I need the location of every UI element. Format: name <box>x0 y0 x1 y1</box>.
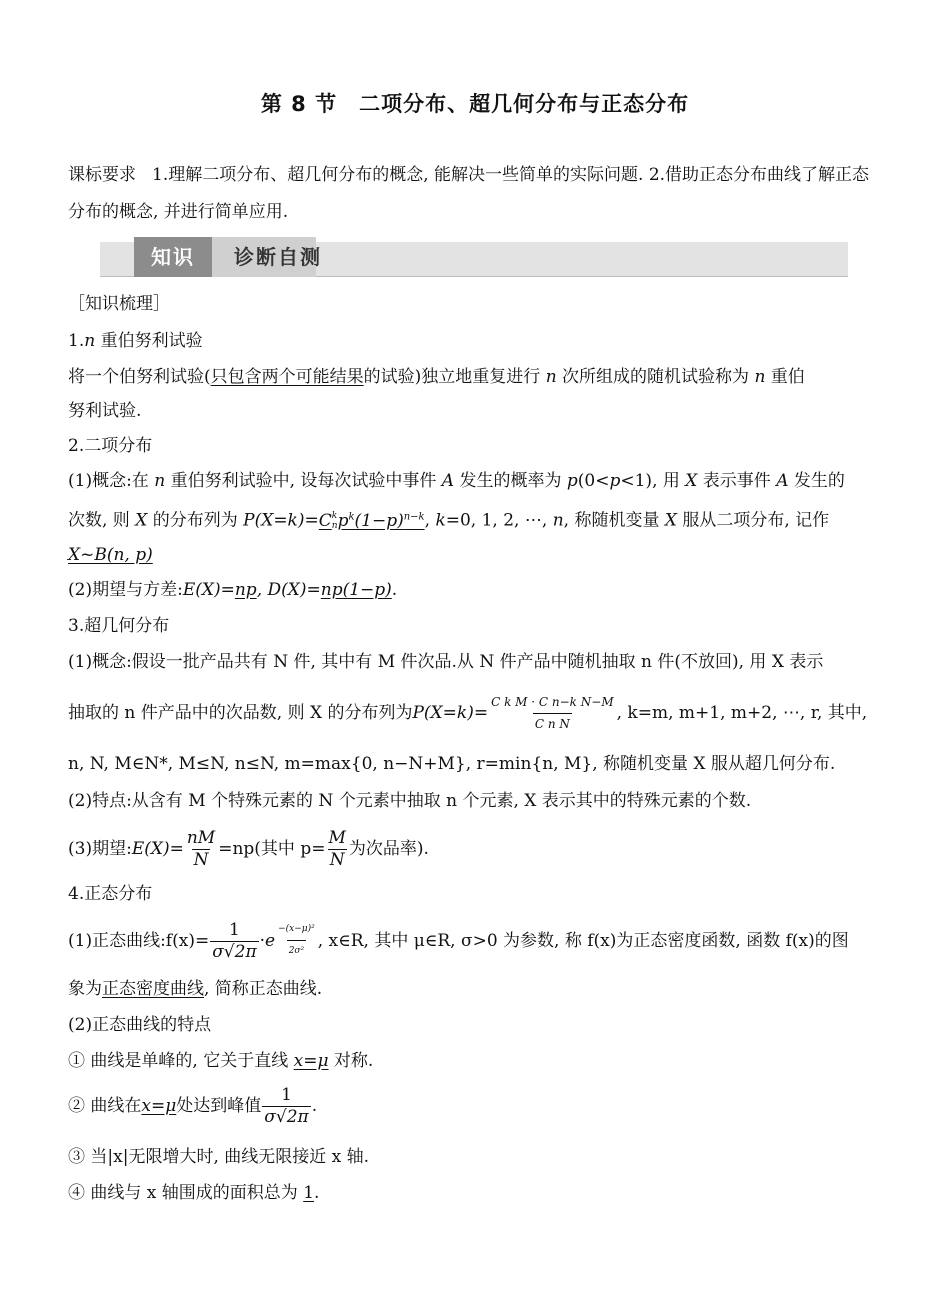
text-run: 抽取的 n 件产品中的次品数, 则 X 的分布列为 <box>68 703 413 723</box>
frac-den: N <box>329 849 345 870</box>
frac-M-over-N <box>326 829 347 870</box>
text-run: , k=m, m+1, m+2, ⋯, r, 其中, <box>616 703 868 723</box>
heading-1-number: 1. <box>68 331 85 351</box>
binom-p: p <box>337 510 349 531</box>
frac-num: 1 <box>229 919 240 940</box>
var-n: n <box>754 367 766 387</box>
curriculum-requirement <box>68 157 882 231</box>
normal-coefficient <box>210 921 258 962</box>
s4-feature-2 <box>68 1083 317 1129</box>
exponent <box>276 920 317 961</box>
binomial-notation: X~B(n, p) <box>68 545 153 565</box>
binom-formula <box>319 511 425 531</box>
requirement-text: 1.理解二项分布、超几何分布的概念, 能解决一些简单的实际问题. 2.借助正态分布曲线了解正态分布的概念, 并进行简单应用. <box>68 165 870 222</box>
text-run: 为次品率). <box>348 839 429 859</box>
s1-line2: 努利试验. <box>68 401 142 421</box>
frac-num: nM <box>186 827 216 848</box>
answer-variance: np(1−p) <box>320 580 392 600</box>
text-run: (1)概念:在 <box>68 471 155 491</box>
var-n: n <box>545 367 557 387</box>
title-text: 二项分布、超几何分布与正态分布 <box>359 92 690 116</box>
text-run: 服从二项分布, 记作 <box>676 510 830 531</box>
hyper-fraction <box>489 693 616 734</box>
text-run: . <box>314 1183 320 1203</box>
period: . <box>311 1096 318 1116</box>
banner-title: 诊断自测 <box>234 245 322 269</box>
binom-indices <box>332 511 338 531</box>
hyper-lhs: P(X=k)= <box>412 703 489 723</box>
binom-pk: k <box>348 511 355 522</box>
text-run: (0< <box>577 471 610 491</box>
s3-line3: n, N, M∈N*, M≤N, n≤N, m=max{0, n−N+M}, r=min{n, M}, 称随机变量 X 服从超几何分布. <box>68 754 836 774</box>
text-run: , 称随机变量 <box>563 510 665 531</box>
frac-num: 1 <box>281 1084 292 1105</box>
s2-line1 <box>68 469 845 493</box>
text-run: =0, 1, 2, ⋯, <box>445 510 553 531</box>
s4-feature-4 <box>68 1181 319 1205</box>
frac-nM-over-N <box>185 829 217 870</box>
frac-num: M <box>328 827 346 848</box>
var-A: A <box>441 471 455 491</box>
text-run: (1)正态曲线:f(x)= <box>68 931 210 951</box>
var-X: X <box>135 510 148 531</box>
underlined-answer: x=μ <box>293 1051 329 1071</box>
var-X: X <box>685 471 698 491</box>
var-p: p <box>609 471 621 491</box>
var-n: n <box>154 471 166 491</box>
text-run: <1), 用 <box>620 471 686 491</box>
knowledge-header: ［知识梳理］ <box>68 294 170 314</box>
text-run: , D(X)= <box>256 580 321 600</box>
var-A: A <box>776 471 789 491</box>
var-k: k <box>435 510 446 531</box>
s1-line1 <box>68 365 805 389</box>
text-run: , 简称正态曲线. <box>204 979 323 999</box>
text-run: 发生的 <box>788 471 845 491</box>
text-run: 的试验)独立地重复进行 <box>363 367 546 387</box>
heading-3: 3.超几何分布 <box>68 616 170 636</box>
text-run: E(X)= <box>131 839 184 859</box>
banner-tag: 知识 <box>134 237 212 277</box>
s2-expectation: (2)期望与方差:E(X)=np, D(X)=np(1−p). <box>68 580 398 600</box>
section-banner <box>100 237 850 279</box>
s4-feature-3: ③ 当|x|无限增大时, 曲线无限接近 x 轴. <box>68 1147 370 1167</box>
text-run: 的分布列为 <box>147 510 244 531</box>
frac-den: σ√2π <box>212 941 257 962</box>
heading-1-var: n <box>84 331 96 351</box>
s3-expectation <box>68 826 429 872</box>
s3-line1: (1)概念:假设一批产品共有 N 件, 其中有 M 件次品.从 N 件产品中随机抽取 n 件(不放回), 用 X 表示 <box>68 652 824 672</box>
s4-features-heading: (2)正态曲线的特点 <box>68 1015 212 1035</box>
text-run: 重伯努利试验中, 设每次试验中事件 <box>165 471 442 491</box>
var-p: p <box>566 471 578 491</box>
text-run: =np(其中 p= <box>218 839 326 859</box>
text-run: ① 曲线是单峰的, 它关于直线 <box>68 1051 294 1071</box>
text-run: 次所组成的随机试验称为 <box>556 367 755 387</box>
heading-2: 2.二项分布 <box>68 436 153 456</box>
binom-lhs: P(X=k)= <box>243 510 319 531</box>
underlined-answer: x=μ <box>141 1096 177 1116</box>
dot: · <box>259 931 266 951</box>
s3-feature: (2)特点:从含有 M 个特殊元素的 N 个元素中抽取 n 个元素, X 表示其中的特殊元素的个数. <box>68 791 752 811</box>
text-run: 表示事件 <box>697 471 777 491</box>
binom-n: n <box>331 521 338 532</box>
text-run: 发生的概率为 <box>454 471 567 491</box>
answer-np: np <box>234 580 257 600</box>
text-run: ② 曲线在 <box>68 1096 142 1116</box>
underlined-answer: 正态密度曲线 <box>102 979 204 999</box>
var-X: X <box>664 510 677 531</box>
s3-line2 <box>68 690 867 736</box>
text-run: , x∈R, 其中 μ∈R, σ>0 为参数, 称 f(x)为正态密度函数, 函数 f(x)的图 <box>317 931 849 951</box>
underlined-answer: 1 <box>303 1183 315 1203</box>
heading-4: 4.正态分布 <box>68 884 153 904</box>
text-run: ④ 曲线与 x 轴围成的面积总为 <box>68 1183 304 1203</box>
s4-line2 <box>68 977 322 1001</box>
text-run: 次数, 则 <box>68 510 136 531</box>
peak-value <box>262 1086 310 1127</box>
heading-1-text: 重伯努利试验 <box>95 331 203 351</box>
var-n: n <box>552 510 564 531</box>
text-run: , <box>424 510 436 531</box>
s4-feature-1 <box>68 1049 373 1073</box>
text-run: 处达到峰值 <box>176 1096 262 1116</box>
text-run: (2)期望与方差: <box>68 580 183 600</box>
s2-line2 <box>68 505 829 533</box>
e-base: e <box>265 931 276 951</box>
text-run: 将一个伯努利试验( <box>68 367 211 387</box>
page-title <box>0 88 950 118</box>
hyper-numerator: C k M · C n−k N−M <box>491 694 614 709</box>
exp-den: 2σ² <box>287 940 306 961</box>
s4-normal-curve <box>68 918 849 964</box>
binom-k: k <box>331 511 338 522</box>
binom-q: (1−p) <box>354 510 404 531</box>
text-run: 象为 <box>68 979 102 999</box>
text-run: 重伯 <box>765 367 805 387</box>
binom-C: C <box>318 510 332 531</box>
exp-num: −(x−μ)² <box>278 924 315 934</box>
requirement-label: 课标要求 <box>68 165 136 185</box>
hyper-denominator: C n N <box>533 713 572 734</box>
text-run: E(X)= <box>182 580 235 600</box>
heading-1 <box>68 329 203 353</box>
frac-den: σ√2π <box>264 1106 309 1127</box>
binom-nk: n−k <box>403 511 425 522</box>
title-section-number: 第 8 节 <box>260 92 338 116</box>
frac-den: N <box>193 849 209 870</box>
text-run: 对称. <box>328 1051 374 1071</box>
text-run: (3)期望: <box>68 839 132 859</box>
underlined-answer: 只包含两个可能结果 <box>210 367 364 387</box>
